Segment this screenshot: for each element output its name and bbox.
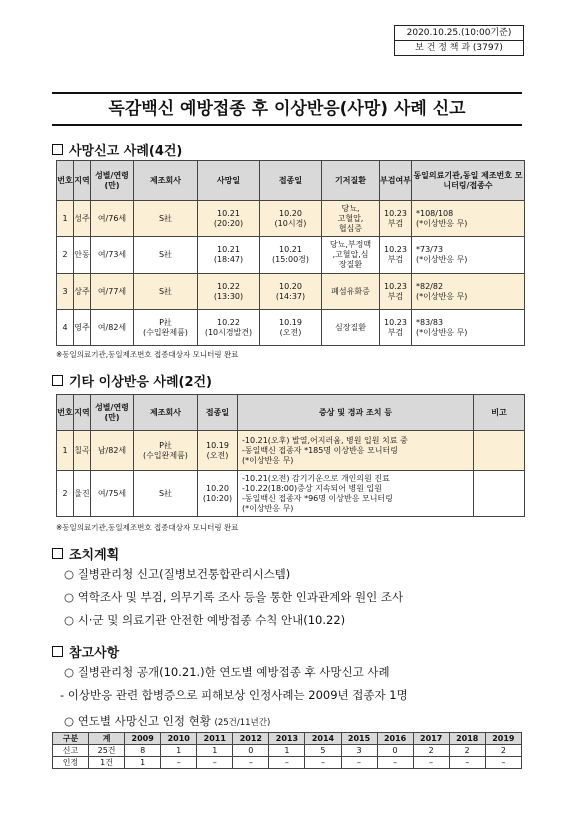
table-cell: 1건	[89, 757, 125, 769]
column-header: 증상 및 경과 조치 등	[238, 395, 474, 431]
table-cell: 10.21 (18:47)	[198, 237, 260, 274]
section-death-heading: 사망신고 사례(4건)	[52, 140, 182, 159]
table-cell: 8	[125, 745, 161, 757]
table-row	[57, 431, 525, 471]
table-cell: 10.23 부검	[380, 201, 412, 237]
ref-item: ○ 연도별 사망신고 인정 현황 (25건/11년간)	[64, 714, 271, 728]
yearly-caption: (25건/11년간)	[214, 718, 271, 728]
table-row	[57, 237, 525, 274]
death-note: ※동일의료기관,동일제조번호 접종대상자 모니터링 완료	[56, 350, 239, 359]
table-cell: –	[449, 757, 485, 769]
table-cell: *82/82 (*이상반응 무)	[412, 274, 525, 310]
table-cell: –	[233, 757, 269, 769]
table-cell: 3	[57, 274, 74, 310]
year-header: 2017	[413, 733, 449, 745]
table-cell: 1	[269, 745, 305, 757]
table-cell: –	[377, 757, 413, 769]
table-cell: –	[305, 757, 341, 769]
table-cell: –	[269, 757, 305, 769]
column-header: 비고	[474, 395, 525, 431]
table-cell: 10.21 (15:00경)	[260, 237, 322, 274]
plan-item: ○ 질병관리청 신고(질병보건통합관리시스템)	[64, 567, 291, 581]
table-cell: 10.21 (20:20)	[198, 201, 260, 237]
table-cell: 여/75세	[91, 471, 134, 517]
column-header: 성별/연령(만)	[91, 395, 134, 431]
table-cell: 1	[125, 757, 161, 769]
table-cell: 10.20 (10시경)	[260, 201, 322, 237]
column-header: 번호	[57, 161, 74, 201]
table-cell: 여/76세	[91, 201, 134, 237]
column-header: 지역	[74, 161, 91, 201]
ref-item: ○ 질병관리청 공개(10.21.)한 연도별 예방접종 후 사망신고 사례	[64, 665, 390, 679]
table-cell: S社	[134, 201, 198, 237]
year-header: 2018	[449, 733, 485, 745]
table-cell: 2	[57, 237, 74, 274]
table-cell: 여/77세	[91, 274, 134, 310]
table-row	[57, 274, 525, 310]
column-header: 지역	[74, 395, 91, 431]
table-cell: –	[413, 757, 449, 769]
column-header: 부검여부	[380, 161, 412, 201]
table-row	[53, 745, 522, 757]
table-cell: 1	[197, 745, 233, 757]
table-cell: 4	[57, 310, 74, 346]
table-cell: P社 (수입완제품)	[134, 310, 198, 346]
year-header: 2019	[485, 733, 521, 745]
table-cell: 2	[485, 745, 521, 757]
table-cell: –	[341, 757, 377, 769]
column-header: 성별/연령(만)	[91, 161, 134, 201]
table-cell: 신고	[53, 745, 89, 757]
year-header: 계	[89, 733, 125, 745]
table-cell: 1	[57, 431, 74, 471]
table-cell: -10.21(오전) 감기기운으로 개인의원 진료 -10.22(18:00)증상 지속되어 병원 입원 -동일백신 접종자 *96명 이상반응 모니터링 (*이상반응 무)	[238, 471, 474, 517]
column-header: 제조회사	[134, 395, 198, 431]
table-cell: 성주	[74, 201, 91, 237]
year-header: 2012	[233, 733, 269, 745]
table-cell: S社	[134, 237, 198, 274]
table-cell: 10.22 (10시경발견)	[198, 310, 260, 346]
table-cell: 2	[413, 745, 449, 757]
year-header: 2016	[377, 733, 413, 745]
column-header: 제조회사	[134, 161, 198, 201]
ref-item: - 이상반응 관련 합병증으로 피해보상 인정사례는 2009년 접종자 1명	[60, 688, 408, 702]
section-other-heading: 기타 이상반응 사례(2건)	[52, 371, 212, 390]
table-cell: 폐섬유화증	[322, 274, 380, 310]
table-cell: 0	[233, 745, 269, 757]
checkbox-square-icon	[52, 144, 63, 155]
column-header: 동일의료기관,동일 제조번호 모니터링/접종수	[412, 161, 525, 201]
table-cell: 안동	[74, 237, 91, 274]
table-cell: P社 (수입완제품)	[134, 431, 198, 471]
year-header: 2011	[197, 733, 233, 745]
table-cell: 10.23 부검	[380, 274, 412, 310]
plan-item: ○ 역학조사 및 부검, 의무기록 조사 등을 통한 인과관계와 원인 조사	[64, 590, 404, 604]
table-row	[57, 310, 525, 346]
table-cell: 심장질환	[322, 310, 380, 346]
table-cell: 2	[449, 745, 485, 757]
section-ref-heading: 참고사항	[52, 642, 119, 661]
table-cell	[474, 431, 525, 471]
table-cell: 2	[57, 471, 74, 517]
table-cell: S社	[134, 274, 198, 310]
table-cell: 당뇨,부정맥 ,고혈압,심 장질환	[322, 237, 380, 274]
year-header: 2010	[161, 733, 197, 745]
table-cell: 1	[57, 201, 74, 237]
table-row	[53, 757, 522, 769]
table-cell: –	[197, 757, 233, 769]
table-cell: 3	[341, 745, 377, 757]
year-header: 2009	[125, 733, 161, 745]
section-plan-heading: 조치계획	[52, 544, 119, 563]
plan-item: ○ 시·군 및 의료기관 안전한 예방접종 수칙 안내(10.22)	[64, 613, 346, 627]
other-note: ※동일의료기관,동일제조번호 접종대상자 모니터링 완료	[56, 523, 239, 532]
table-cell: 1	[161, 745, 197, 757]
report-dept: 보 건 정 책 과 (3797)	[415, 43, 503, 53]
checkbox-square-icon	[52, 646, 63, 657]
table-cell: 여/82세	[91, 310, 134, 346]
table-cell: 10.19 (오전)	[198, 431, 238, 471]
table-cell: 10.19 (오전)	[260, 310, 322, 346]
table-cell: 10.22 (13:30)	[198, 274, 260, 310]
column-header: 사망일	[198, 161, 260, 201]
table-cell: *108/108 (*이상반응 무)	[412, 201, 525, 237]
table-cell: –	[485, 757, 521, 769]
column-header: 기저질환	[322, 161, 380, 201]
year-header: 2014	[305, 733, 341, 745]
table-cell	[474, 471, 525, 517]
table-cell: 상주	[74, 274, 91, 310]
checkbox-square-icon	[52, 375, 63, 386]
year-header: 구분	[53, 733, 89, 745]
table-cell: 칠곡	[74, 431, 91, 471]
table-cell: 인정	[53, 757, 89, 769]
table-cell: S社	[134, 471, 198, 517]
table-cell: 영주	[74, 310, 91, 346]
table-cell: 울진	[74, 471, 91, 517]
column-header: 접종일	[198, 395, 238, 431]
year-header: 2013	[269, 733, 305, 745]
checkbox-square-icon	[52, 548, 63, 559]
other-reaction-table	[56, 394, 525, 517]
date-stamp	[394, 25, 524, 56]
page-title: 독감백신 예방접종 후 이상반응(사망) 사례 신고	[52, 92, 522, 126]
death-report-table	[56, 160, 525, 346]
table-cell: –	[161, 757, 197, 769]
table-cell: 0	[377, 745, 413, 757]
table-cell: *83/83 (*이상반응 무)	[412, 310, 525, 346]
table-cell: *73/73 (*이상반응 무)	[412, 237, 525, 274]
column-header: 접종일	[260, 161, 322, 201]
table-cell: 5	[305, 745, 341, 757]
report-date: 2020.10.25.(10:00기준)	[395, 26, 523, 41]
table-cell: 10.23 부검	[380, 237, 412, 274]
yearly-death-table	[52, 732, 522, 769]
table-cell: 10.20 (14:37)	[260, 274, 322, 310]
table-cell: 남/82세	[91, 431, 134, 471]
column-header: 번호	[57, 395, 74, 431]
table-cell: 10.20 (10:20)	[198, 471, 238, 517]
table-row	[57, 201, 525, 237]
table-cell: 여/73세	[91, 237, 134, 274]
table-cell: 10.23 부검	[380, 310, 412, 346]
table-row	[57, 471, 525, 517]
table-cell: 당뇨, 고혈압, 협심증	[322, 201, 380, 237]
table-cell: 25건	[89, 745, 125, 757]
table-cell: -10.21(오후) 발열,어지러움, 병원 입원 치료 중 -동일백신 접종자 *185명 이상반응 모니터링 (*이상반응 무)	[238, 431, 474, 471]
year-header: 2015	[341, 733, 377, 745]
